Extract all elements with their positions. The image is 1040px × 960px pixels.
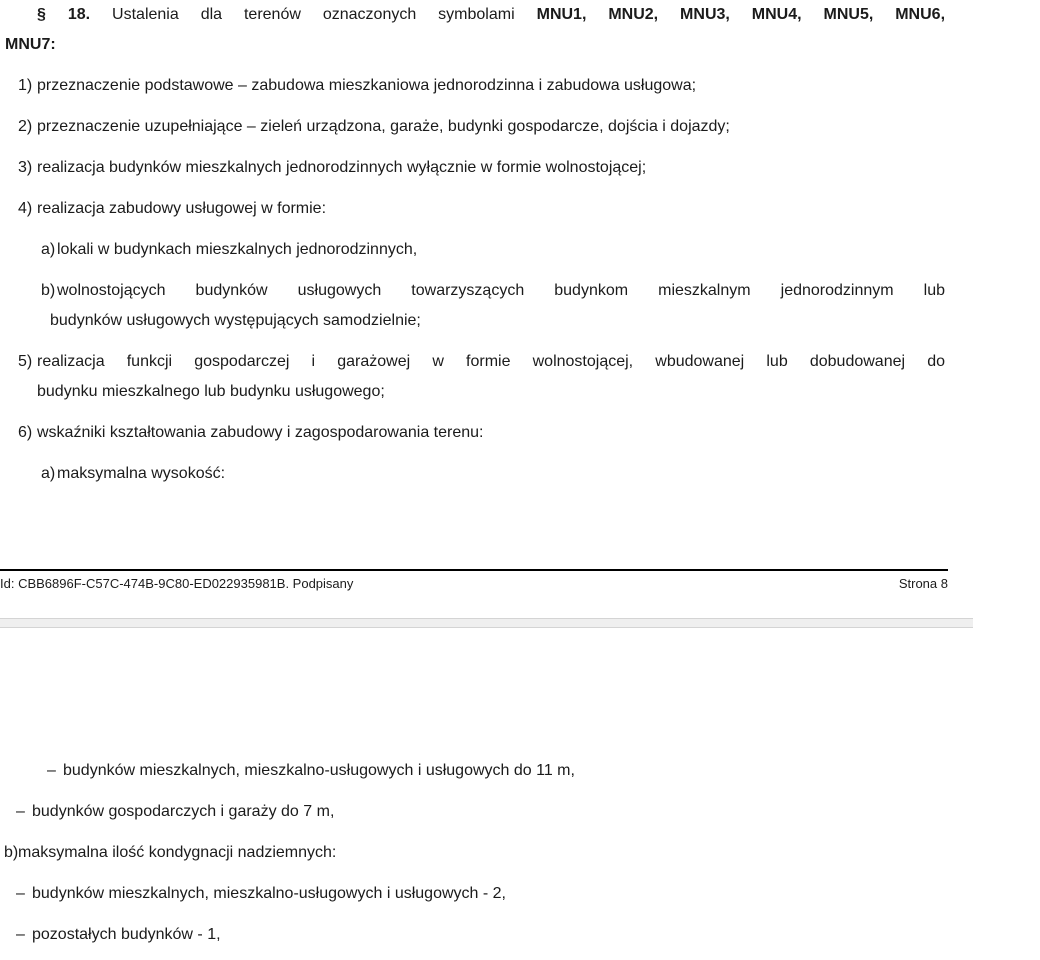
list-item-6b xyxy=(4,838,964,868)
sub-item-storeys-1 xyxy=(4,879,964,909)
dash-marker: – xyxy=(16,885,25,902)
dash-marker: – xyxy=(16,926,25,943)
heading-line-1 xyxy=(5,0,945,30)
item-number: 1) xyxy=(18,77,33,94)
dash-marker: – xyxy=(47,762,56,779)
item-text: budynków mieszkalnych, mieszkalno-usługowych i usługowych - 2, xyxy=(32,885,506,902)
page-number-label: Strona 8 xyxy=(898,576,948,591)
section-heading xyxy=(5,0,945,60)
document-id-label: Id: CBB6896F-C57C-474B-9C80-ED022935981B. Podpisany xyxy=(0,576,354,591)
item-text: lokali w budynkach mieszkalnych jednorodzinnych, xyxy=(57,241,418,258)
page-footer xyxy=(0,569,948,593)
list-item-6a xyxy=(5,459,945,489)
item-text: przeznaczenie podstawowe – zabudowa mieszkaniowa jednorodzinna i zabudowa usługowa; xyxy=(37,77,697,94)
item-text: realizacja budynków mieszkalnych jednorodzinnych wyłącznie w formie wolnostojącej; xyxy=(37,159,647,176)
item-letter: a) xyxy=(41,465,56,482)
item-number: 5) xyxy=(18,353,33,370)
page-break-separator xyxy=(0,618,973,628)
sub-item-height-1 xyxy=(4,756,964,786)
item-text: realizacja zabudowy usługowej w formie: xyxy=(37,200,327,217)
heading-line-2 xyxy=(5,30,945,60)
item-letter: a) xyxy=(41,241,56,258)
list-item-3 xyxy=(5,153,945,183)
page-9-body xyxy=(0,756,964,950)
item-text-line-2: budynków usługowych występujących samodzielnie; xyxy=(50,312,421,329)
item-number: 3) xyxy=(18,159,33,176)
heading-intro-text: Ustalenia dla terenów oznaczonych symbolami xyxy=(112,6,515,23)
zone-symbols-continued: MNU7: xyxy=(5,36,56,53)
list-item-4a xyxy=(5,235,945,265)
sub-item-height-2 xyxy=(4,797,964,827)
list-item-4b xyxy=(5,276,945,336)
dash-marker: – xyxy=(16,803,25,820)
item-text: budynków mieszkalnych, mieszkalno-usługowych i usługowych do 11 m, xyxy=(63,762,575,779)
list-item-4 xyxy=(5,194,945,224)
item-text: przeznaczenie uzupełniające – zieleń urządzona, garaże, budynki gospodarcze, dojścia i dojazdy; xyxy=(37,118,730,135)
item-number: 2) xyxy=(18,118,33,135)
item-text: pozostałych budynków - 1, xyxy=(32,926,221,943)
item-text: wskaźniki kształtowania zabudowy i zagospodarowania terenu: xyxy=(37,424,484,441)
item-letter: b) xyxy=(4,844,19,861)
item-text-line-2: budynku mieszkalnego lub budynku usługowego; xyxy=(37,383,385,400)
list-item-2 xyxy=(5,112,945,142)
item-letter: b) xyxy=(41,282,56,299)
list-item-1 xyxy=(5,71,945,101)
item-number: 4) xyxy=(18,200,33,217)
page-9 xyxy=(0,756,1040,950)
item-text: maksymalna ilość kondygnacji nadziemnych: xyxy=(18,844,337,861)
paragraph-number: § 18. xyxy=(37,6,91,23)
list-item-5 xyxy=(5,347,945,407)
item-text-line-1: realizacja funkcji gospodarczej i garażowej w formie wolnostojącej, wbudowanej lub dobudowanej do xyxy=(37,353,945,370)
page-8-body xyxy=(0,0,945,489)
item-text-line-1: wolnostojących budynków usługowych towarzyszących budynkom mieszkalnym jednorodzinnym lub xyxy=(57,282,945,299)
item-number: 6) xyxy=(18,424,33,441)
item-text: maksymalna wysokość: xyxy=(57,465,226,482)
item-text: budynków gospodarczych i garaży do 7 m, xyxy=(32,803,335,820)
zone-symbols: MNU1, MNU2, MNU3, MNU4, MNU5, MNU6, xyxy=(536,6,946,23)
list-item-6 xyxy=(5,418,945,448)
sub-item-storeys-2 xyxy=(4,920,964,950)
